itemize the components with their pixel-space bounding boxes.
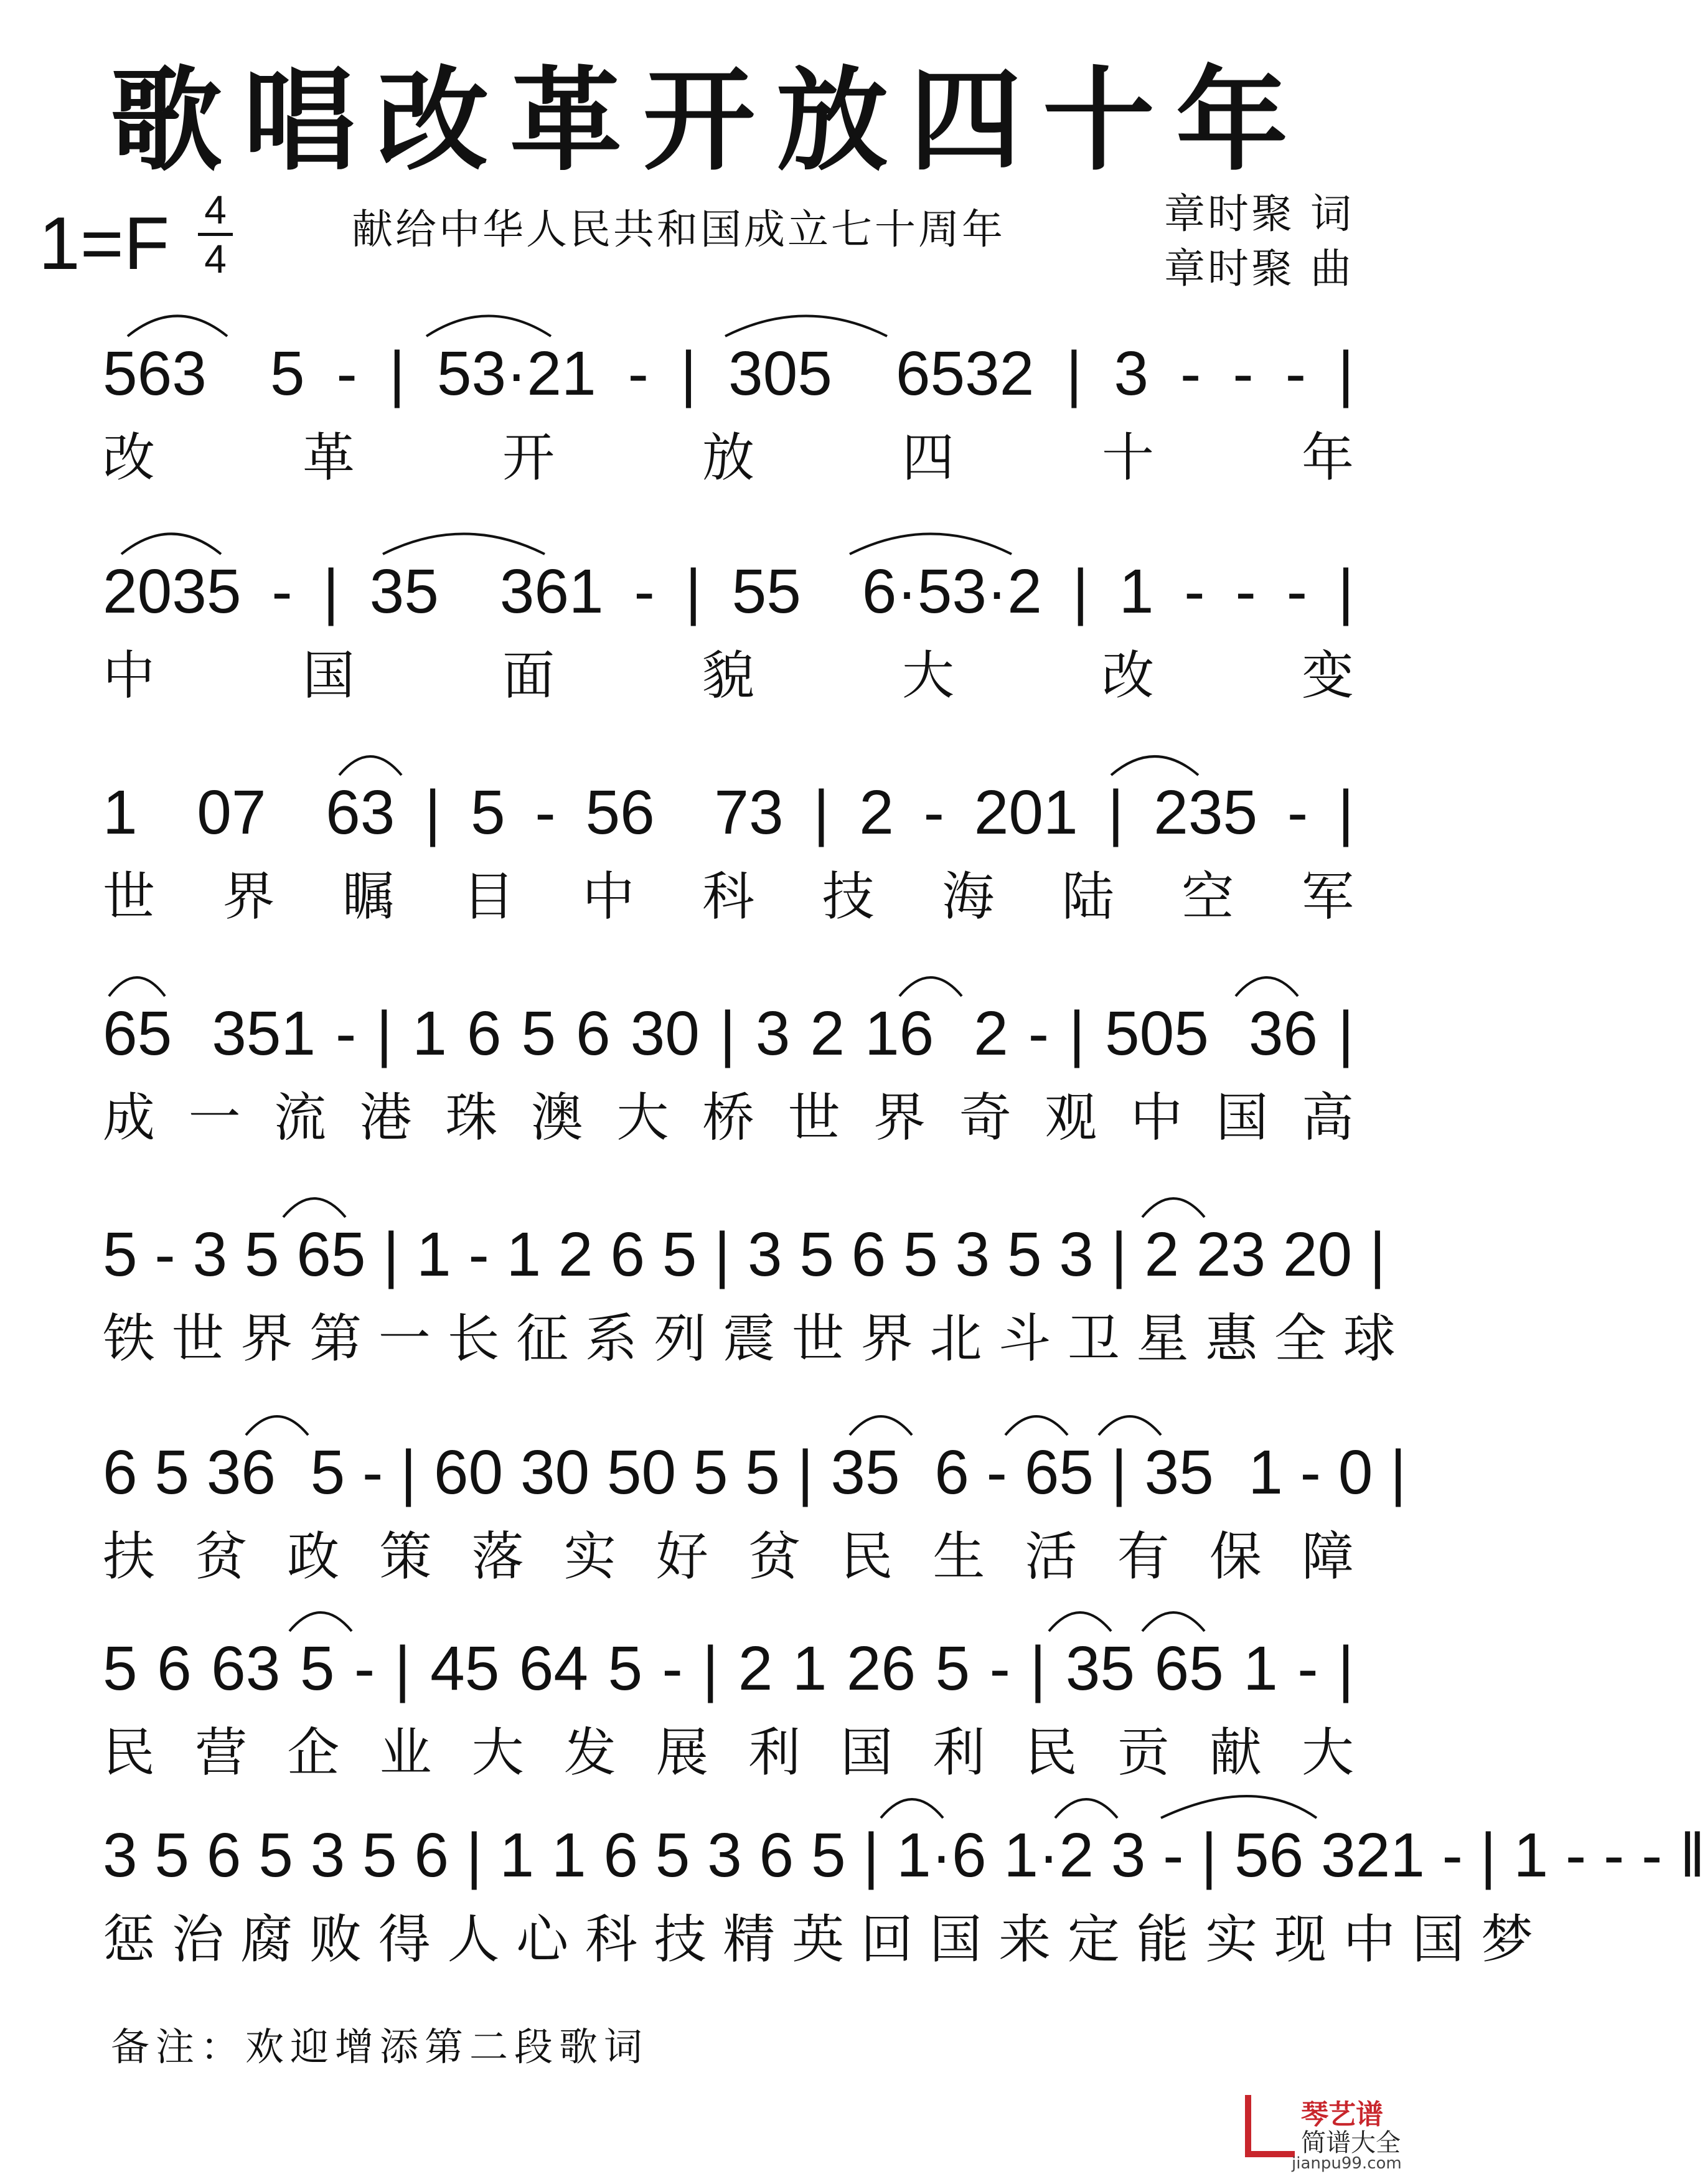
remark-note: 备注：欢迎增添第二段歌词 [111,2024,649,2069]
lyrics-line: 民 营 企 业 大 发 展 利 国 利 民 贡 献 大 [103,1722,1354,1783]
logo-icon [1245,2095,1295,2157]
song-title: 歌唱改革开放四十年 [110,56,1309,186]
notation-line: 65 351 - | 1 6 5 6 30 | 3 2 16 2 - | 505 36 | [103,999,1354,1068]
notation-line: 3 5 6 5 3 5 6 | 1 1 6 5 3 6 5 | 1·6 1·2 3 - | 56 321 - | 1 - - - ‖ [103,1820,1705,1890]
meter-line [198,233,233,236]
watermark-logo [1245,2092,1407,2173]
notation-line: 5 - 3 5 65 | 1 - 1 2 6 5 | 3 5 6 5 3 5 3 | 2 23 20 | [103,1220,1386,1289]
credits [1164,187,1354,296]
logo-url: jianpu99.com [1292,2154,1402,2173]
logo-name: 琴艺谱 [1301,2099,1383,2130]
notation-line: 1 07 63 | 5 - 56 73 | 2 - 201 | 235 - | [103,778,1354,847]
meter-top: 4 [204,187,227,232]
lyrics-line: 扶 贫 政 策 落 实 好 贫 民 生 活 有 保 障 [103,1526,1354,1587]
notation-line: 5 6 63 5 - | 45 64 5 - | 2 1 26 5 - | 35 65 1 - | [103,1634,1354,1703]
key-signature: 1=F [39,202,170,285]
lyrics-line: 世 界 瞩 目 中 科 技 海 陆 空 军 [103,866,1354,927]
notation-line: 6 5 36 5 - | 60 30 50 5 5 | 35 6 - 65 | 35 1 - 0 | [103,1438,1407,1507]
lyrics-line: 中 国 面 貌 大 改 变 [103,645,1354,706]
lyrics-line: 铁 世 界 第 一 长 征 系 列 震 世 界 北 斗 卫 星 惠 全 球 [103,1308,1396,1369]
notation-line: 2035 - | 35 361 - | 55 6·53·2 | 1 - - - | [103,557,1354,626]
lyrics-line: 惩 治 腐 败 得 人 心 科 技 精 英 回 国 来 定 能 实 现 中 国 梦 [103,1909,1534,1970]
lyrics-line: 改 革 开 放 四 十 年 [103,427,1354,488]
logo-subtitle: 简谱大全 [1301,2129,1401,2157]
notation-line: 563 5 - | 53·21 - | 305 6532 | 3 - - - | [103,339,1354,408]
dedication: 献给中华人民共和国成立七十周年 [352,205,1005,253]
meter-bottom: 4 [204,237,227,281]
lyricist: 章时聚 词 [1164,190,1354,238]
time-signature [198,187,233,282]
composer: 章时聚 曲 [1164,245,1354,293]
lyrics-line: 成 一 流 港 珠 澳 大 桥 世 界 奇 观 中 国 高 [103,1087,1354,1148]
